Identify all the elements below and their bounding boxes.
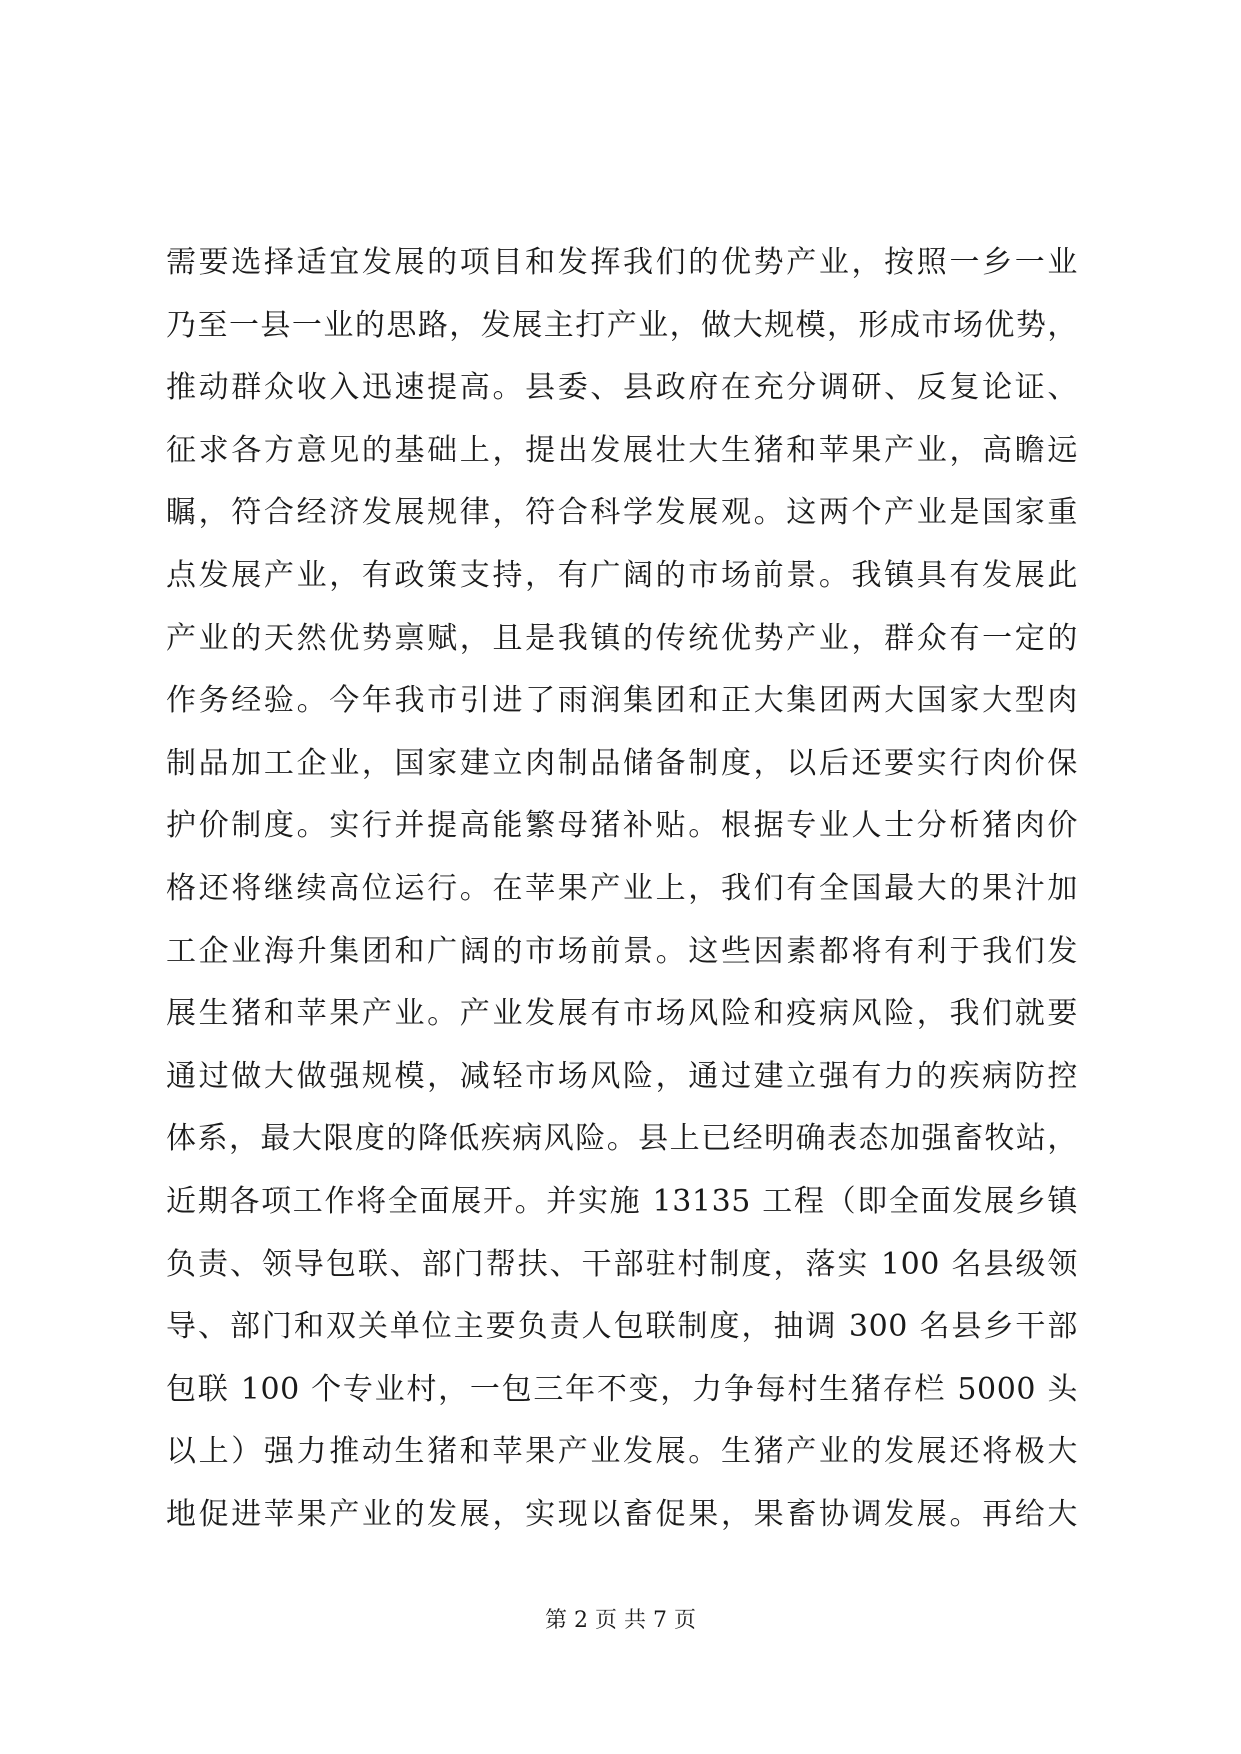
text-line: 制品加工企业，国家建立肉制品储备制度，以后还要实行肉价保 — [166, 745, 1078, 781]
text-line: 需要选择适宜发展的项目和发挥我们的优势产业，按照一乡一业 — [166, 245, 1078, 280]
text-line: 包联 100 个专业村，一包三年不变，力争每村生猪存栏 5000 头 — [166, 1371, 1078, 1407]
text-line: 瞩，符合经济发展规律，符合科学发展观。这两个产业是国家重 — [166, 495, 1078, 531]
text-line: 导、部门和双关单位主要负责人包联制度，抽调 300 名县乡干部 — [166, 1309, 1078, 1345]
text-line: 负责、领导包联、部门帮扶、干部驻村制度，落实 100 名县级领 — [166, 1246, 1078, 1282]
text-line: 产业的天然优势禀赋，且是我镇的传统优势产业，群众有一定的 — [166, 620, 1078, 656]
text-line: 护价制度。实行并提高能繁母猪补贴。根据专业人士分析猪肉价 — [166, 808, 1078, 844]
page-number-footer: 第 2 页 共 7 页 — [545, 1608, 696, 1633]
text-line: 体系，最大限度的降低疾病风险。县上已经明确表态加强畜牧站， — [166, 1121, 1078, 1157]
text-line: 以上）强力推动生猪和苹果产业发展。生猪产业的发展还将极大 — [166, 1434, 1078, 1470]
text-line: 通过做大做强规模，减轻市场风险，通过建立强有力的疾病防控 — [166, 1058, 1078, 1094]
text-line: 作务经验。今年我市引进了雨润集团和正大集团两大国家大型肉 — [166, 683, 1078, 719]
text-line: 征求各方意见的基础上，提出发展壮大生猪和苹果产业，高瞻远 — [166, 432, 1078, 468]
text-line: 格还将继续高位运行。在苹果产业上，我们有全国最大的果汁加 — [166, 870, 1078, 906]
text-line: 近期各项工作将全面展开。并实施 13135 工程（即全面发展乡镇 — [166, 1183, 1078, 1219]
text-line: 展生猪和苹果产业。产业发展有市场风险和疫病风险，我们就要 — [166, 996, 1078, 1032]
text-line: 推动群众收入迅速提高。县委、县政府在充分调研、反复论证、 — [166, 370, 1078, 406]
body-paragraph — [166, 232, 1078, 1546]
text-line: 工企业海升集团和广阔的市场前景。这些因素都将有利于我们发 — [166, 933, 1078, 969]
text-line: 乃至一县一业的思路，发展主打产业，做大规模，形成市场优势， — [166, 307, 1078, 343]
text-line: 点发展产业，有政策支持，有广阔的市场前景。我镇具有发展此 — [166, 557, 1078, 593]
text-line: 地促进苹果产业的发展，实现以畜促果，果畜协调发展。再给大 — [166, 1496, 1078, 1532]
